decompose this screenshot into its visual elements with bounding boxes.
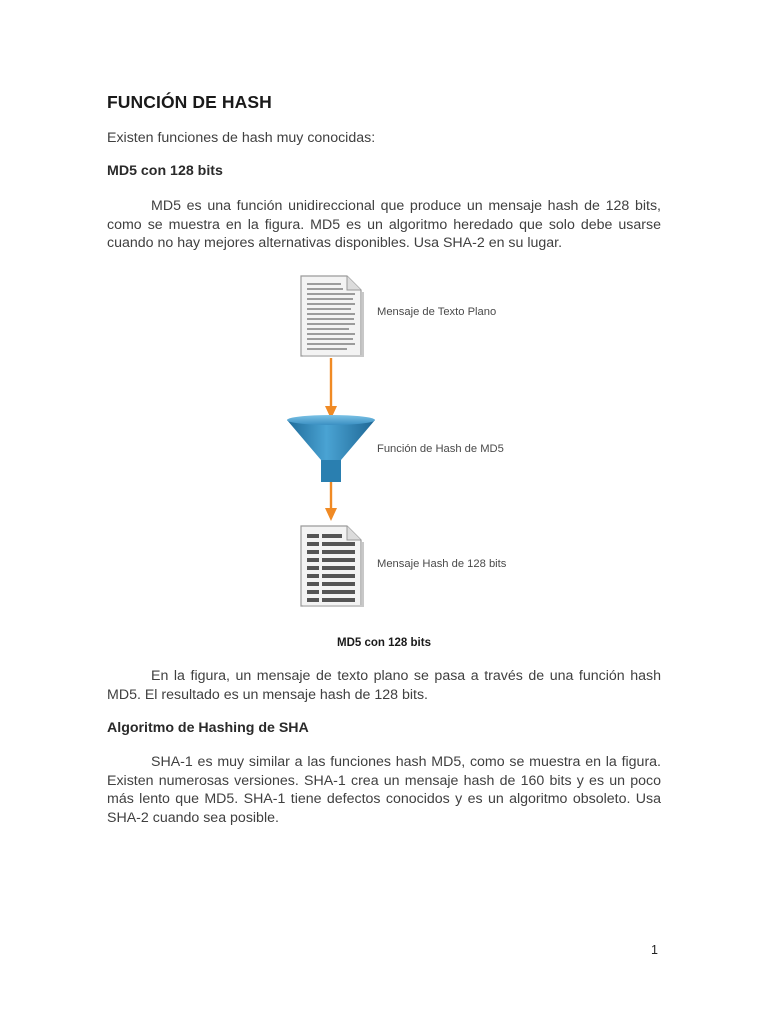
hash-message-label: Mensaje Hash de 128 bits bbox=[377, 558, 507, 570]
hash-document-icon bbox=[301, 526, 363, 606]
sha-paragraph: SHA-1 es muy similar a las funciones hash MD5, como se muestra en la figura. Existen numerosas versiones. SHA-1 crea un mensaje hash de 160 bits y es un poco más lento que MD5. SHA-1 tiene defectos conocidos y es un algoritmo obsoleto. Usa SHA-2 cuando sea posible. bbox=[107, 754, 661, 826]
document-title: FUNCIÓN DE HASH bbox=[107, 92, 272, 112]
hash-funnel-icon bbox=[287, 415, 375, 482]
plain-text-document-icon bbox=[301, 276, 363, 356]
arrow-down-icon bbox=[325, 482, 337, 521]
page-number: 1 bbox=[651, 943, 658, 957]
section-heading-md5: MD5 con 128 bits bbox=[107, 163, 223, 179]
md5-hash-diagram bbox=[283, 268, 543, 618]
section-heading-sha: Algoritmo de Hashing de SHA bbox=[107, 720, 309, 736]
md5-figure-explanation: En la figura, un mensaje de texto plano se pasa a través de una función hash MD5. El resultado es un mensaje hash de 128 bits. bbox=[107, 668, 661, 703]
intro-text: Existen funciones de hash muy conocidas: bbox=[107, 130, 376, 146]
plain-text-message-label: Mensaje de Texto Plano bbox=[377, 306, 497, 318]
md5-hash-function-label: Función de Hash de MD5 bbox=[377, 443, 504, 455]
figure-caption: MD5 con 128 bits bbox=[337, 637, 431, 649]
arrow-down-icon bbox=[325, 358, 337, 419]
md5-paragraph: MD5 es una función unidireccional que produce un mensaje hash de 128 bits, como se muestra en la figura. MD5 es un algoritmo heredado que solo debe usarse cuando no hay mejores alternativas disponibles. Usa SHA-2 en su lugar. bbox=[107, 198, 661, 251]
